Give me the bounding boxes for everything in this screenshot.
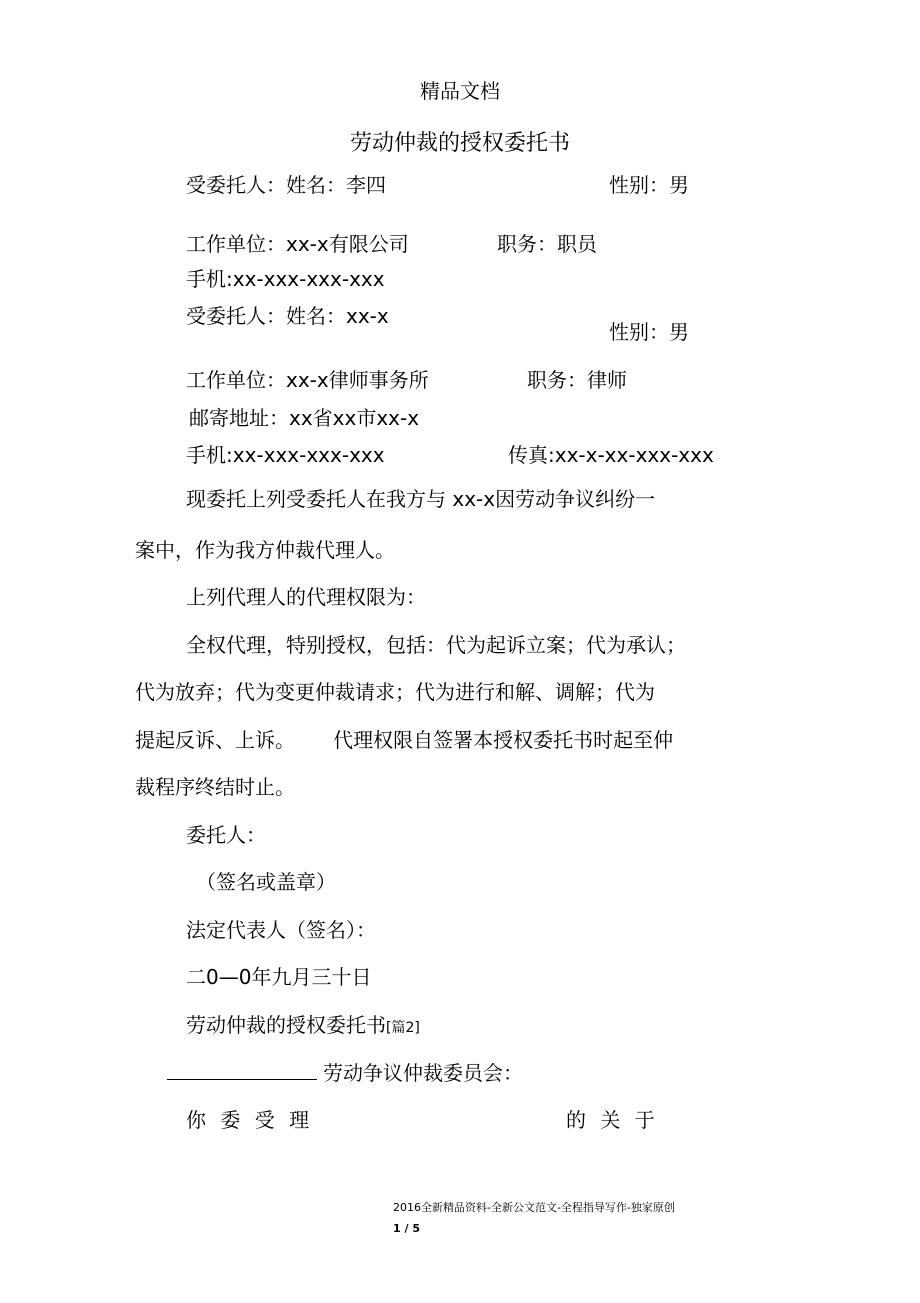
addressee-text: 劳动争议仲裁委员会： xyxy=(323,1061,523,1085)
legal-representative: 法定代表人（签名）： xyxy=(186,918,376,942)
agent1-unit: 工作单位：xx-x有限公司 xyxy=(186,232,409,256)
agent2-fax: 传真:xx-x-xx-xxx-xxx xyxy=(508,443,714,467)
signature-seal: （签名或盖章） xyxy=(196,870,336,894)
paragraph-3-line-3: 提起反诉、上诉。 代理权限自签署本授权委托书时起至仲 xyxy=(135,728,674,752)
agent1-name: 受委托人：姓名：李四 xyxy=(186,173,386,197)
principal-label: 委托人： xyxy=(186,823,266,847)
document-title: 劳动仲裁的授权委托书 xyxy=(349,131,570,156)
paragraph-2: 上列代理人的代理权限为： xyxy=(186,585,426,609)
footer-text: 2016全新精品资料-全新公文范文-全程指导写作-独家原创 xyxy=(393,1201,675,1214)
page-number: 1 / 5 xyxy=(393,1222,420,1235)
agent2-name: 受委托人：姓名：xx-x xyxy=(186,304,389,328)
part2-title-suffix: [篇2] xyxy=(386,1020,420,1036)
part2-line-left: 你 委 受 理 xyxy=(186,1108,314,1132)
agent2-unit: 工作单位：xx-x律师事务所 xyxy=(186,368,429,392)
paragraph-3-line-4: 裁程序终结时止。 xyxy=(135,775,295,799)
part2-line-right: 的 关 于 xyxy=(566,1108,659,1132)
addressee-line xyxy=(167,1059,523,1086)
part2-title-main: 劳动仲裁的授权委托书 xyxy=(186,1013,386,1037)
sign-date: 二0—0年九月三十日 xyxy=(186,965,372,989)
agent1-phone: 手机:xx-xxx-xxx-xxx xyxy=(186,267,385,291)
paragraph-3-line-1: 全权代理，特别授权，包括：代为起诉立案；代为承认； xyxy=(186,633,686,657)
agent2-phone: 手机:xx-xxx-xxx-xxx xyxy=(186,443,385,467)
page-header: 精品文档 xyxy=(420,79,500,103)
agent2-gender: 性别：男 xyxy=(609,320,689,344)
agent2-position: 职务：律师 xyxy=(527,368,627,392)
addressee-blank xyxy=(167,1059,317,1080)
paragraph-1-line-1: 现委托上列受委托人在我方与 xx-x因劳动争议纠纷一 xyxy=(186,487,656,511)
agent1-gender: 性别：男 xyxy=(609,173,689,197)
paragraph-1-line-2: 案中，作为我方仲裁代理人。 xyxy=(135,538,395,562)
paragraph-3-line-2: 代为放弃；代为变更仲裁请求；代为进行和解、调解；代为 xyxy=(135,680,655,704)
part2-title xyxy=(186,1012,420,1041)
agent2-address: 邮寄地址：xx省xx市xx-x xyxy=(189,406,420,430)
agent1-position: 职务：职员 xyxy=(497,232,597,256)
